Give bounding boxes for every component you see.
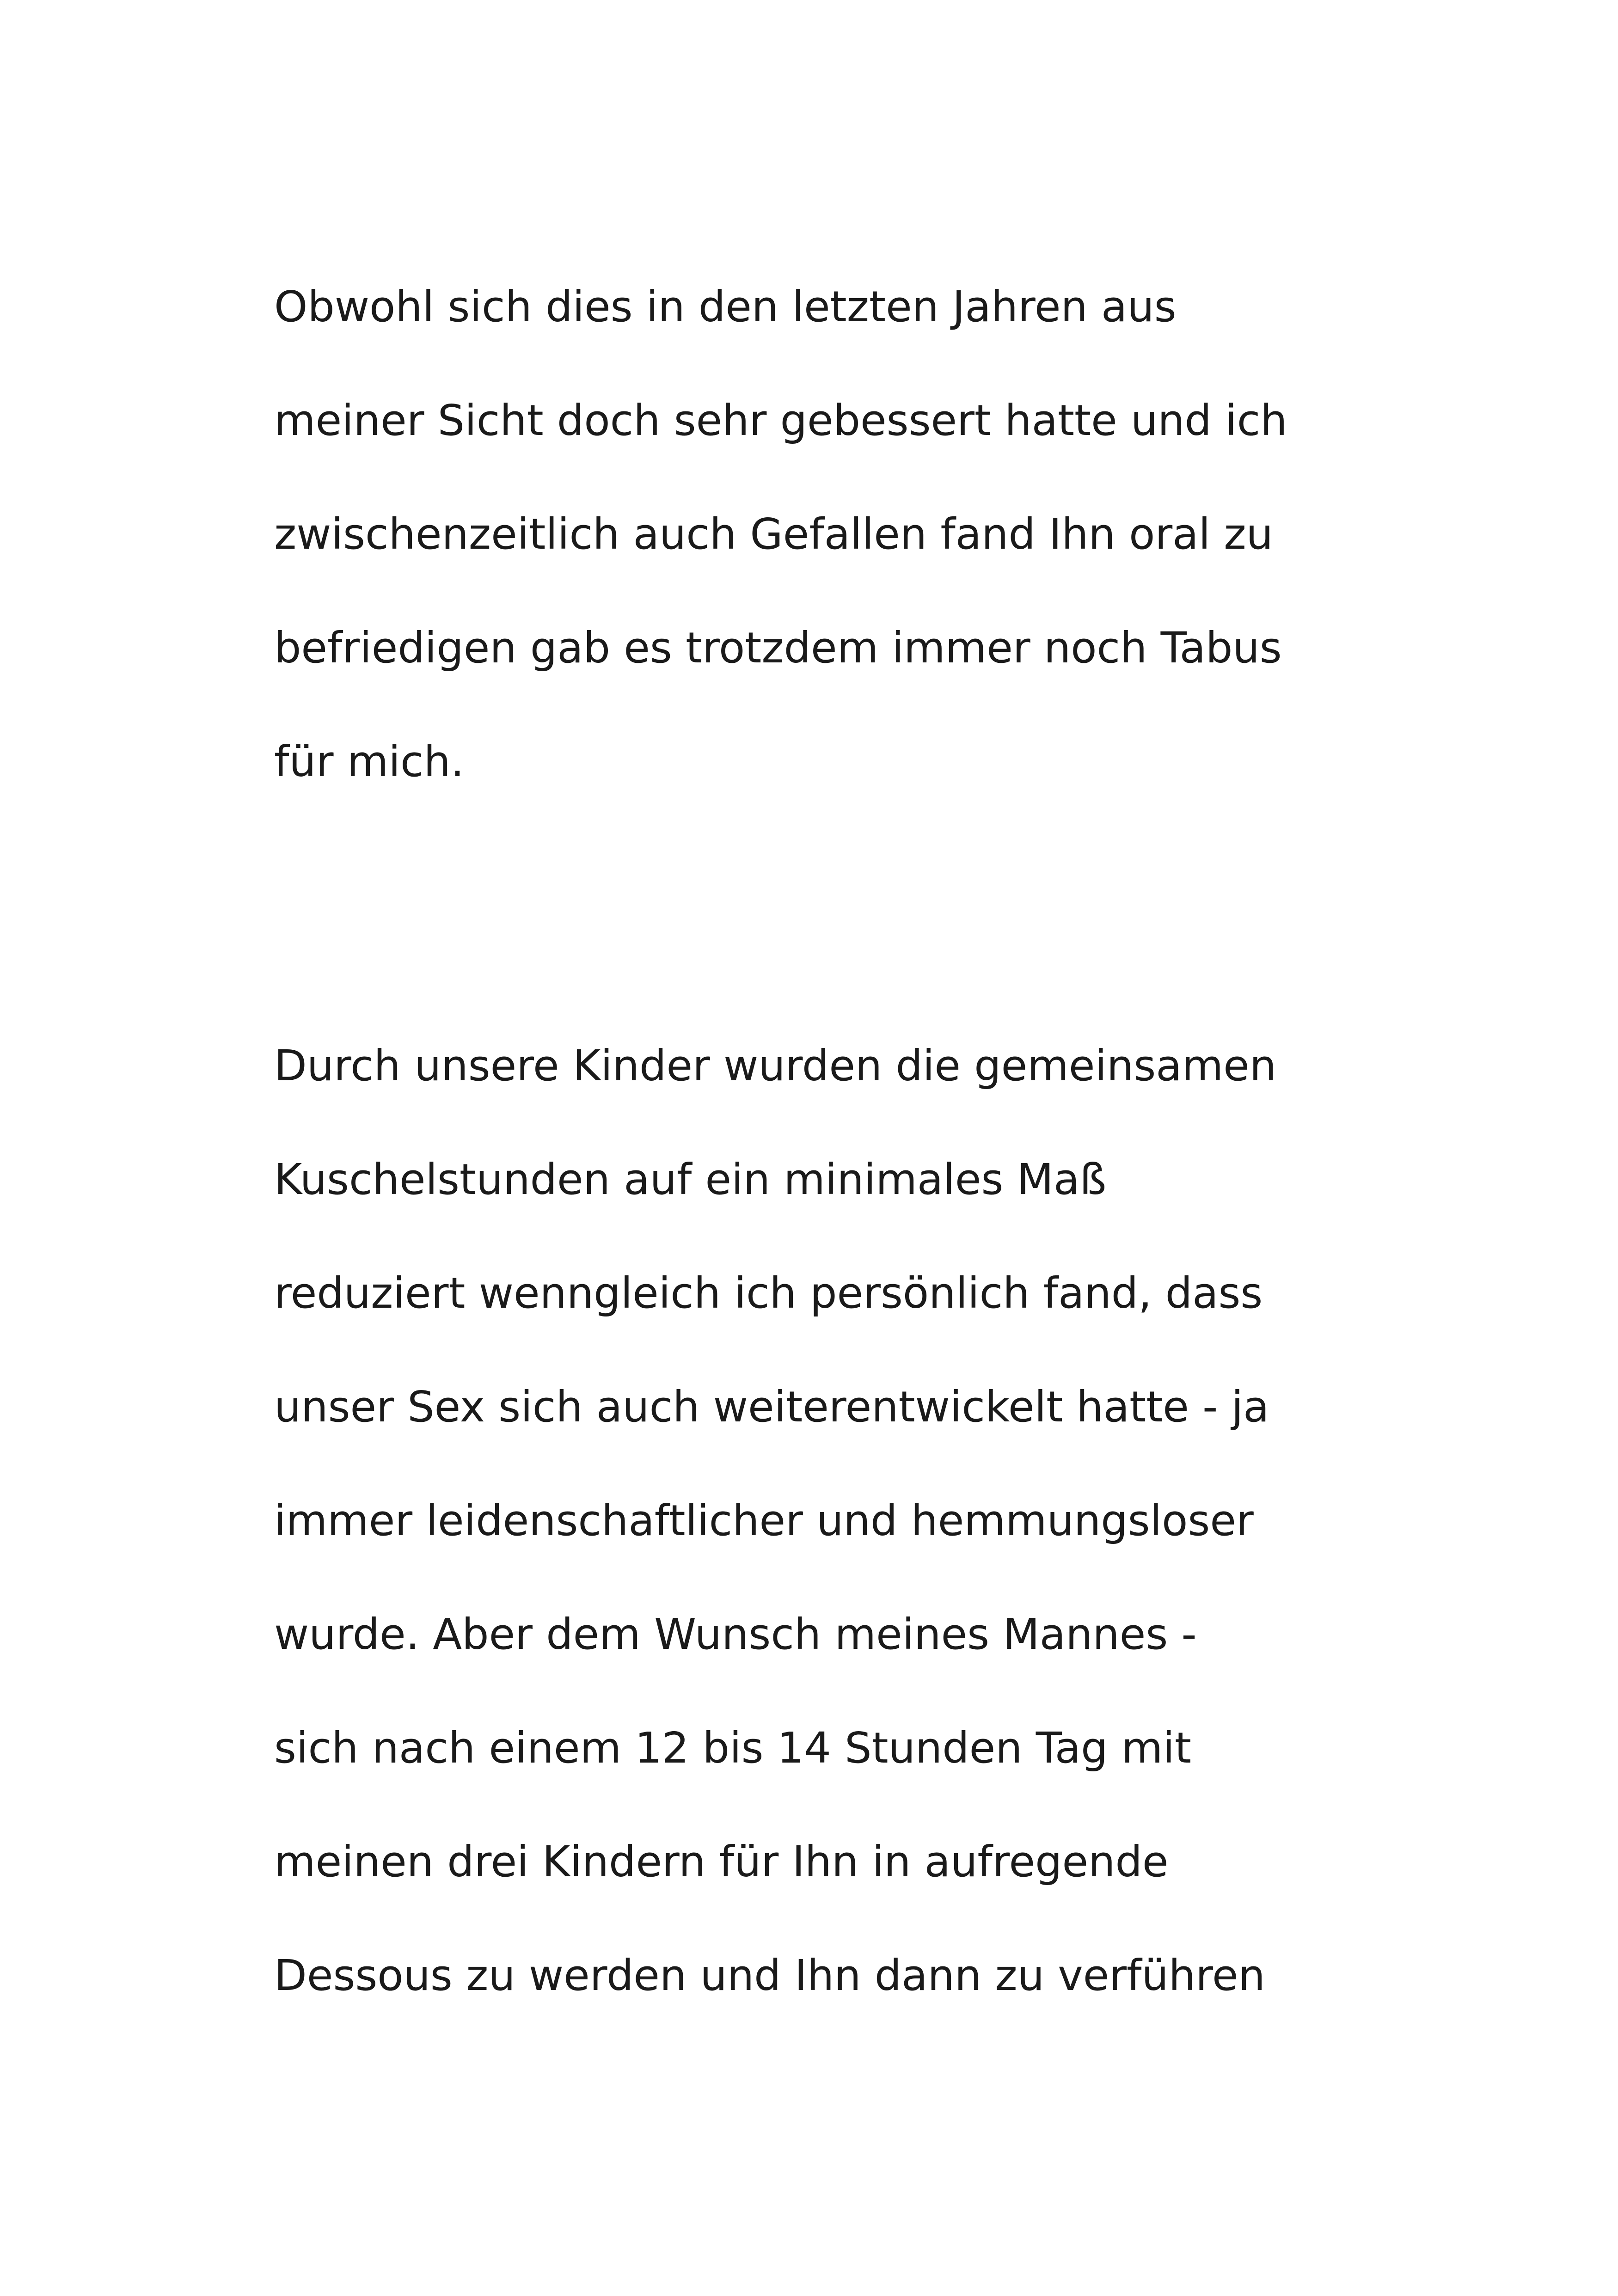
text-line: meiner Sicht doch sehr gebessert hatte und ich xyxy=(274,396,1287,445)
text-line: sich nach einem 12 bis 14 Stunden Tag mit xyxy=(274,1723,1192,1773)
text-line: befriedigen gab es trotzdem immer noch Tabus xyxy=(274,623,1282,673)
text-line: zwischenzeitlich auch Gefallen fand Ihn oral zu xyxy=(274,509,1273,559)
text-line: immer leidenschaftlicher und hemmungsloser xyxy=(274,1496,1254,1545)
text-line: Obwohl sich dies in den letzten Jahren aus xyxy=(274,282,1177,331)
text-line: Durch unsere Kinder wurden die gemeinsamen xyxy=(274,1041,1277,1090)
text-line: Kuschelstunden auf ein minimales Maß xyxy=(274,1155,1107,1204)
text-line: reduziert wenngleich ich persönlich fand, dass xyxy=(274,1268,1263,1318)
text-line: unser Sex sich auch weiterentwickelt hatte - ja xyxy=(274,1382,1269,1432)
text-line: meinen drei Kindern für Ihn in aufregende xyxy=(274,1837,1169,1886)
text-line: wurde. Aber dem Wunsch meines Mannes - xyxy=(274,1610,1197,1659)
text-line: für mich. xyxy=(274,737,465,786)
text-line: Dessous zu werden und Ihn dann zu verführen xyxy=(274,1951,1265,2000)
